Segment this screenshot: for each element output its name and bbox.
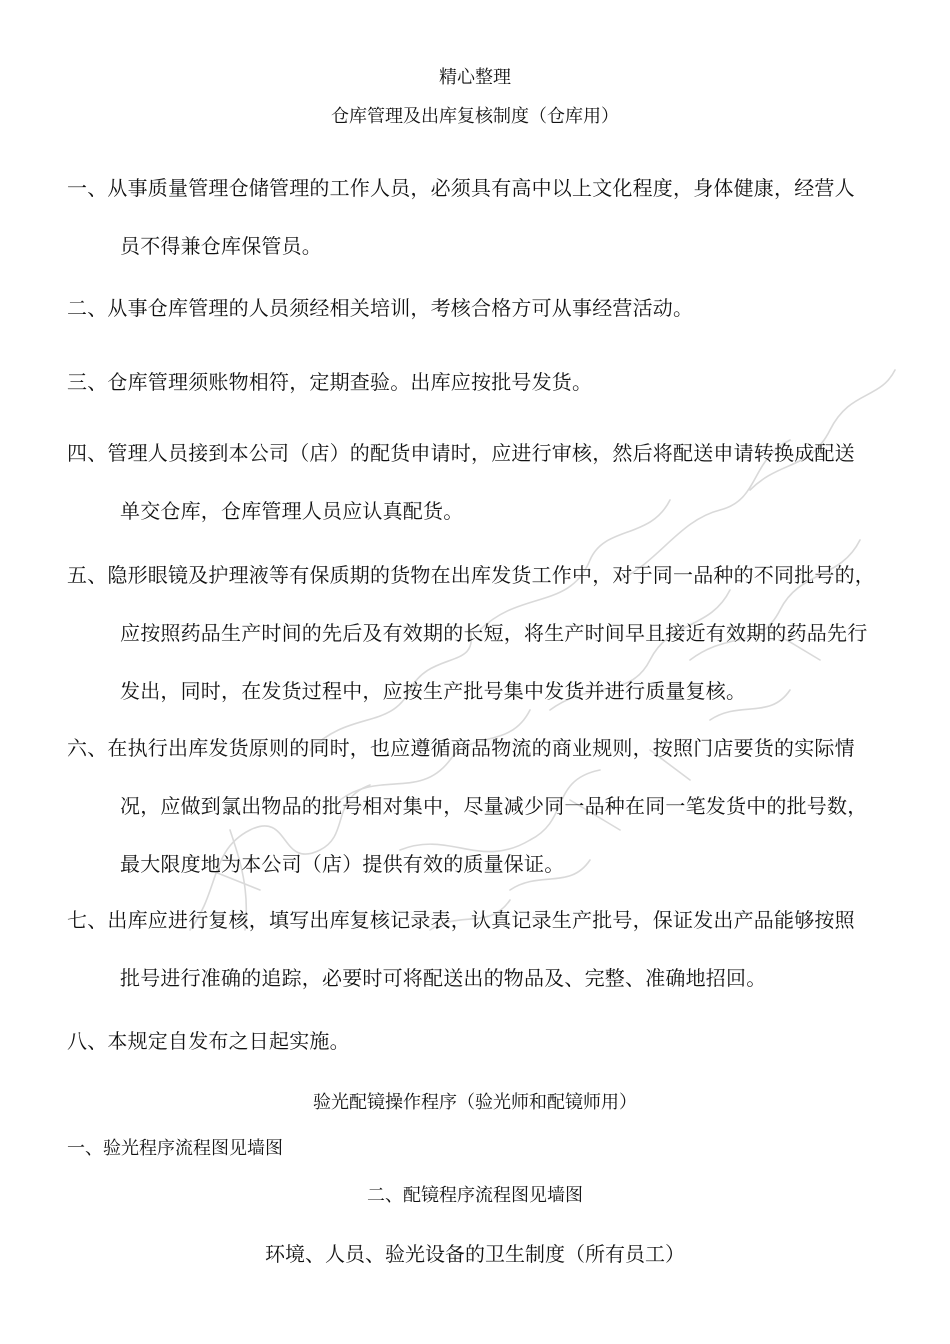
list-item-first-line: 六、在执行出库发货原则的同时，也应遵循商品物流的商业规则，按照门店要货的实际情 [67, 736, 855, 760]
list-item-continuation: 员不得兼仓库保管员。 [120, 234, 322, 258]
section3-title: 环境、人员、验光设备的卫生制度（所有员工） [265, 1242, 685, 1266]
list-item-first-line: 四、管理人员接到本公司（店）的配货申请时，应进行审核，然后将配送申请转换成配送 [67, 441, 855, 465]
list-item [67, 353, 882, 411]
list-item [67, 424, 882, 540]
list-item-first-line: 七、出库应进行复核，填写出库复核记录表，认真记录生产批号，保证发出产品能够按照 [67, 908, 855, 932]
list-item-first-line: 五、隐形眼镜及护理液等有保质期的货物在出库发货工作中，对于同一品种的不同批号的， [67, 563, 875, 587]
document-title: 仓库管理及出库复核制度（仓库用） [331, 106, 619, 127]
list-item [67, 546, 882, 720]
list-item [67, 891, 882, 1007]
list-item-first-line: 八、本规定自发布之日起实施。 [67, 1029, 350, 1053]
list-item-first-line: 三、仓库管理须账物相符，定期查验。出库应按批号发货。 [67, 370, 593, 394]
section2-line2: 二、配镜程序流程图见墙图 [367, 1185, 583, 1206]
section2-title: 验光配镜操作程序（验光师和配镜师用） [313, 1092, 637, 1113]
list-item-continuation: 单交仓库，仓库管理人员应认真配货。 [120, 499, 464, 523]
list-item-continuation: 应按照药品生产时间的先后及有效期的长短，将生产时间早且接近有效期的药品先行发出，同时，在发货过程中，应按生产批号集中发货并进行质量复核。 [120, 621, 868, 703]
list-item [67, 1012, 882, 1070]
list-item [67, 279, 882, 337]
list-item [67, 159, 882, 275]
list-item-continuation: 批号进行准确的追踪，必要时可将配送出的物品及、完整、准确地招回。 [120, 966, 767, 990]
section2-line1: 一、验光程序流程图见墙图 [67, 1138, 283, 1159]
list-item-first-line: 二、从事仓库管理的人员须经相关培训，考核合格方可从事经营活动。 [67, 296, 694, 320]
list-item-first-line: 一、从事质量管理仓储管理的工作人员，必须具有高中以上文化程度，身体健康，经营人 [67, 176, 855, 200]
list-item [67, 719, 882, 893]
header-label: 精心整理 [439, 67, 511, 88]
list-item-continuation: 况，应做到氯出物品的批号相对集中，尽量减少同一品种在同一笔发货中的批号数，最大限度地为本公司（店）提供有效的质量保证。 [120, 794, 868, 876]
